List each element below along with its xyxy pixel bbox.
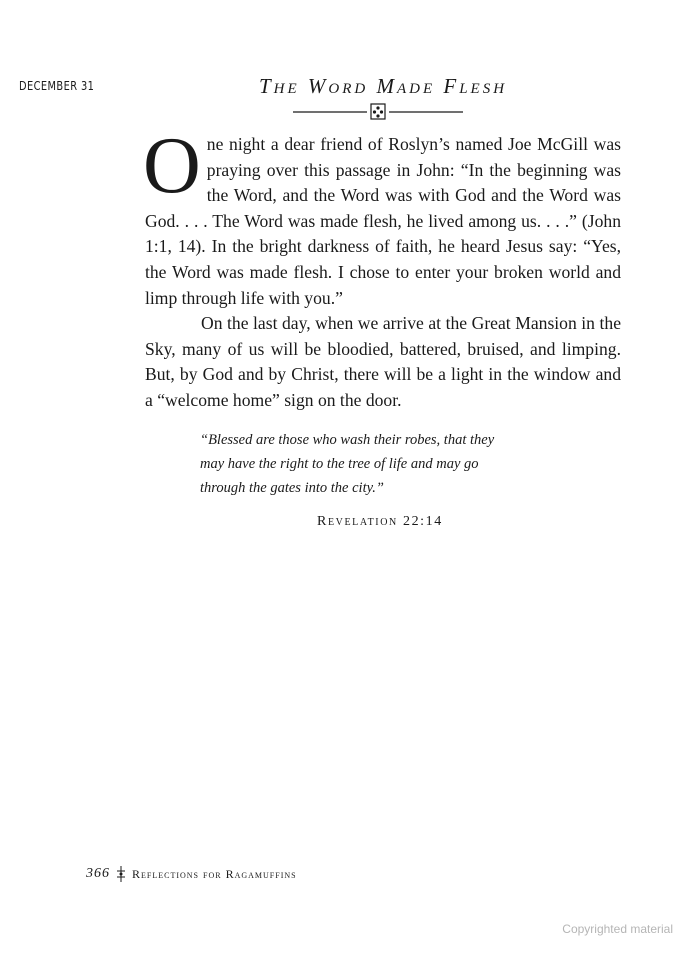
quote-line: “Blessed are those who wash their robes, that they	[200, 432, 495, 448]
page-title: The Word Made Flesh	[258, 74, 508, 98]
drop-cap: O	[143, 122, 201, 210]
scripture-citation: Revelation 22:14	[317, 514, 443, 529]
quote-line: may have the right to the tree of life and may go	[200, 456, 479, 472]
page-footer	[86, 866, 297, 882]
date-label: DECEMBER 31	[19, 79, 95, 93]
paragraph-1-text: ne night a dear friend of Roslyn’s named Joe McGill was praying over this passage in John: “In the beginning was the Word, and the Word was with God and the Word was God. . . . The Word was made flesh, he lived among us. . . .” (John 1:1, 14). In the bright darkness of faith, he heard Jesus say: “Yes, the Word was made flesh. I chose to enter your broken world and limp through life with you.”	[145, 134, 621, 308]
body-text	[143, 122, 621, 414]
book-title: Reflections for Ragamuffins	[132, 866, 297, 881]
quote-line: through the gates into the city.”	[200, 480, 384, 496]
scripture-quote	[200, 428, 560, 500]
title-ornament	[293, 102, 463, 122]
paragraph-1	[143, 122, 621, 311]
ornament-icon	[116, 866, 126, 882]
paragraph-2: On the last day, when we arrive at the Great Mansion in the Sky, many of us will be bloodied, battered, bruised, and limping. But, by God and by Christ, there will be a light in the window and a “welcome home” sign on the door.	[145, 313, 621, 410]
copyright-watermark: Copyrighted material	[562, 922, 673, 936]
page-number: 366	[86, 866, 110, 881]
